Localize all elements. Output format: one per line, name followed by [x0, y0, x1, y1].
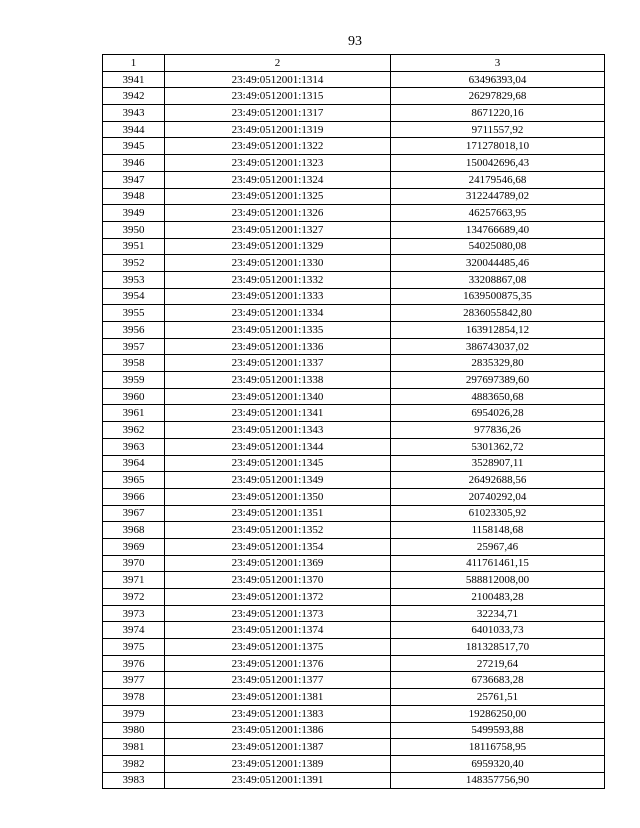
value-cell: 312244789,02 — [391, 188, 605, 205]
table-row — [103, 322, 605, 339]
cadastral-number-cell: 23:49:0512001:1344 — [165, 438, 391, 455]
row-number-cell: 3966 — [103, 488, 165, 505]
row-number-cell: 3969 — [103, 538, 165, 555]
value-cell: 1158148,68 — [391, 522, 605, 539]
table-row — [103, 605, 605, 622]
table-row — [103, 772, 605, 789]
row-number-cell: 3962 — [103, 422, 165, 439]
value-cell: 25967,46 — [391, 538, 605, 555]
row-number-cell: 3973 — [103, 605, 165, 622]
value-cell: 1639500875,35 — [391, 288, 605, 305]
table-row — [103, 739, 605, 756]
row-number-cell: 3943 — [103, 105, 165, 122]
row-number-cell: 3951 — [103, 238, 165, 255]
value-cell: 411761461,15 — [391, 555, 605, 572]
table-row — [103, 622, 605, 639]
value-cell: 26297829,68 — [391, 88, 605, 105]
row-number-cell: 3945 — [103, 138, 165, 155]
table-row — [103, 372, 605, 389]
cadastral-number-cell: 23:49:0512001:1323 — [165, 155, 391, 172]
row-number-cell: 3956 — [103, 322, 165, 339]
table-row — [103, 538, 605, 555]
table-row — [103, 88, 605, 105]
row-number-cell: 3972 — [103, 589, 165, 606]
cadastral-number-cell: 23:49:0512001:1369 — [165, 555, 391, 572]
table-row — [103, 155, 605, 172]
cadastral-number-cell: 23:49:0512001:1391 — [165, 772, 391, 789]
cadastral-number-cell: 23:49:0512001:1345 — [165, 455, 391, 472]
table-row — [103, 505, 605, 522]
row-number-cell: 3944 — [103, 121, 165, 138]
value-cell: 5301362,72 — [391, 438, 605, 455]
cadastral-number-cell: 23:49:0512001:1329 — [165, 238, 391, 255]
table-row — [103, 305, 605, 322]
value-cell: 297697389,60 — [391, 372, 605, 389]
data-table — [102, 54, 605, 789]
table-row — [103, 689, 605, 706]
table-row — [103, 555, 605, 572]
cadastral-number-cell: 23:49:0512001:1350 — [165, 488, 391, 505]
cadastral-number-cell: 23:49:0512001:1387 — [165, 739, 391, 756]
cadastral-number-cell: 23:49:0512001:1370 — [165, 572, 391, 589]
column-header-1: 1 — [103, 55, 165, 72]
value-cell: 33208867,08 — [391, 271, 605, 288]
row-number-cell: 3971 — [103, 572, 165, 589]
row-number-cell: 3961 — [103, 405, 165, 422]
cadastral-number-cell: 23:49:0512001:1376 — [165, 655, 391, 672]
value-cell: 148357756,90 — [391, 772, 605, 789]
value-cell: 320044485,46 — [391, 255, 605, 272]
value-cell: 163912854,12 — [391, 322, 605, 339]
cadastral-number-cell: 23:49:0512001:1327 — [165, 221, 391, 238]
row-number-cell: 3950 — [103, 221, 165, 238]
value-cell: 588812008,00 — [391, 572, 605, 589]
column-header-3: 3 — [391, 55, 605, 72]
table-row — [103, 71, 605, 88]
table-row — [103, 488, 605, 505]
cadastral-number-cell: 23:49:0512001:1326 — [165, 205, 391, 222]
table-row — [103, 438, 605, 455]
value-cell: 3528907,11 — [391, 455, 605, 472]
row-number-cell: 3983 — [103, 772, 165, 789]
row-number-cell: 3954 — [103, 288, 165, 305]
table-row — [103, 405, 605, 422]
row-number-cell: 3948 — [103, 188, 165, 205]
cadastral-number-cell: 23:49:0512001:1319 — [165, 121, 391, 138]
row-number-cell: 3970 — [103, 555, 165, 572]
cadastral-number-cell: 23:49:0512001:1340 — [165, 388, 391, 405]
cadastral-number-cell: 23:49:0512001:1389 — [165, 755, 391, 772]
value-cell: 134766689,40 — [391, 221, 605, 238]
table-row — [103, 755, 605, 772]
value-cell: 6736683,28 — [391, 672, 605, 689]
value-cell: 25761,51 — [391, 689, 605, 706]
row-number-cell: 3964 — [103, 455, 165, 472]
table-row — [103, 205, 605, 222]
value-cell: 2100483,28 — [391, 589, 605, 606]
row-number-cell: 3949 — [103, 205, 165, 222]
page-number: 93 — [348, 34, 362, 49]
table-row — [103, 238, 605, 255]
value-cell: 4883650,68 — [391, 388, 605, 405]
table-row — [103, 105, 605, 122]
cadastral-number-cell: 23:49:0512001:1349 — [165, 472, 391, 489]
row-number-cell: 3974 — [103, 622, 165, 639]
table-body — [103, 71, 605, 789]
table-row — [103, 672, 605, 689]
row-number-cell: 3982 — [103, 755, 165, 772]
row-number-cell: 3965 — [103, 472, 165, 489]
row-number-cell: 3979 — [103, 705, 165, 722]
table-row — [103, 639, 605, 656]
table-row — [103, 589, 605, 606]
row-number-cell: 3976 — [103, 655, 165, 672]
row-number-cell: 3941 — [103, 71, 165, 88]
cadastral-number-cell: 23:49:0512001:1381 — [165, 689, 391, 706]
value-cell: 977836,26 — [391, 422, 605, 439]
cadastral-number-cell: 23:49:0512001:1341 — [165, 405, 391, 422]
table-row — [103, 572, 605, 589]
value-cell: 6954026,28 — [391, 405, 605, 422]
value-cell: 24179546,68 — [391, 171, 605, 188]
row-number-cell: 3942 — [103, 88, 165, 105]
cadastral-number-cell: 23:49:0512001:1373 — [165, 605, 391, 622]
row-number-cell: 3953 — [103, 271, 165, 288]
value-cell: 6401033,73 — [391, 622, 605, 639]
row-number-cell: 3975 — [103, 639, 165, 656]
row-number-cell: 3967 — [103, 505, 165, 522]
cadastral-number-cell: 23:49:0512001:1338 — [165, 372, 391, 389]
value-cell: 54025080,08 — [391, 238, 605, 255]
table-row — [103, 188, 605, 205]
cadastral-number-cell: 23:49:0512001:1375 — [165, 639, 391, 656]
value-cell: 5499593,88 — [391, 722, 605, 739]
table-row — [103, 288, 605, 305]
cadastral-number-cell: 23:49:0512001:1343 — [165, 422, 391, 439]
row-number-cell: 3957 — [103, 338, 165, 355]
table-row — [103, 705, 605, 722]
value-cell: 26492688,56 — [391, 472, 605, 489]
row-number-cell: 3960 — [103, 388, 165, 405]
cadastral-number-cell: 23:49:0512001:1336 — [165, 338, 391, 355]
row-number-cell: 3968 — [103, 522, 165, 539]
value-cell: 46257663,95 — [391, 205, 605, 222]
row-number-cell: 3958 — [103, 355, 165, 372]
table-row — [103, 221, 605, 238]
table-row — [103, 522, 605, 539]
cadastral-number-cell: 23:49:0512001:1314 — [165, 71, 391, 88]
value-cell: 20740292,04 — [391, 488, 605, 505]
cadastral-number-cell: 23:49:0512001:1315 — [165, 88, 391, 105]
table-row — [103, 255, 605, 272]
table-row — [103, 338, 605, 355]
table-row — [103, 271, 605, 288]
table-row — [103, 472, 605, 489]
cadastral-number-cell: 23:49:0512001:1354 — [165, 538, 391, 555]
table-header-row — [103, 55, 605, 72]
value-cell: 386743037,02 — [391, 338, 605, 355]
table-row — [103, 722, 605, 739]
table-row — [103, 121, 605, 138]
table-row — [103, 355, 605, 372]
cadastral-number-cell: 23:49:0512001:1351 — [165, 505, 391, 522]
value-cell: 6959320,40 — [391, 755, 605, 772]
cadastral-number-cell: 23:49:0512001:1333 — [165, 288, 391, 305]
cadastral-number-cell: 23:49:0512001:1386 — [165, 722, 391, 739]
table-row — [103, 171, 605, 188]
row-number-cell: 3959 — [103, 372, 165, 389]
table-row — [103, 138, 605, 155]
value-cell: 181328517,70 — [391, 639, 605, 656]
value-cell: 171278018,10 — [391, 138, 605, 155]
cadastral-number-cell: 23:49:0512001:1332 — [165, 271, 391, 288]
table-row — [103, 388, 605, 405]
table-row — [103, 422, 605, 439]
row-number-cell: 3947 — [103, 171, 165, 188]
row-number-cell: 3955 — [103, 305, 165, 322]
value-cell: 9711557,92 — [391, 121, 605, 138]
cadastral-number-cell: 23:49:0512001:1317 — [165, 105, 391, 122]
row-number-cell: 3981 — [103, 739, 165, 756]
row-number-cell: 3980 — [103, 722, 165, 739]
cadastral-number-cell: 23:49:0512001:1337 — [165, 355, 391, 372]
cadastral-number-cell: 23:49:0512001:1334 — [165, 305, 391, 322]
cadastral-number-cell: 23:49:0512001:1325 — [165, 188, 391, 205]
value-cell: 61023305,92 — [391, 505, 605, 522]
cadastral-number-cell: 23:49:0512001:1330 — [165, 255, 391, 272]
cadastral-number-cell: 23:49:0512001:1383 — [165, 705, 391, 722]
value-cell: 150042696,43 — [391, 155, 605, 172]
row-number-cell: 3977 — [103, 672, 165, 689]
value-cell: 18116758,95 — [391, 739, 605, 756]
table-row — [103, 655, 605, 672]
row-number-cell: 3952 — [103, 255, 165, 272]
value-cell: 8671220,16 — [391, 105, 605, 122]
cadastral-number-cell: 23:49:0512001:1322 — [165, 138, 391, 155]
value-cell: 2835329,80 — [391, 355, 605, 372]
column-header-2: 2 — [165, 55, 391, 72]
cadastral-number-cell: 23:49:0512001:1372 — [165, 589, 391, 606]
table-row — [103, 455, 605, 472]
value-cell: 63496393,04 — [391, 71, 605, 88]
value-cell: 19286250,00 — [391, 705, 605, 722]
cadastral-number-cell: 23:49:0512001:1377 — [165, 672, 391, 689]
value-cell: 27219,64 — [391, 655, 605, 672]
row-number-cell: 3963 — [103, 438, 165, 455]
value-cell: 2836055842,80 — [391, 305, 605, 322]
row-number-cell: 3946 — [103, 155, 165, 172]
cadastral-number-cell: 23:49:0512001:1374 — [165, 622, 391, 639]
row-number-cell: 3978 — [103, 689, 165, 706]
cadastral-number-cell: 23:49:0512001:1352 — [165, 522, 391, 539]
value-cell: 32234,71 — [391, 605, 605, 622]
table-header — [103, 55, 605, 72]
cadastral-number-cell: 23:49:0512001:1335 — [165, 322, 391, 339]
cadastral-number-cell: 23:49:0512001:1324 — [165, 171, 391, 188]
